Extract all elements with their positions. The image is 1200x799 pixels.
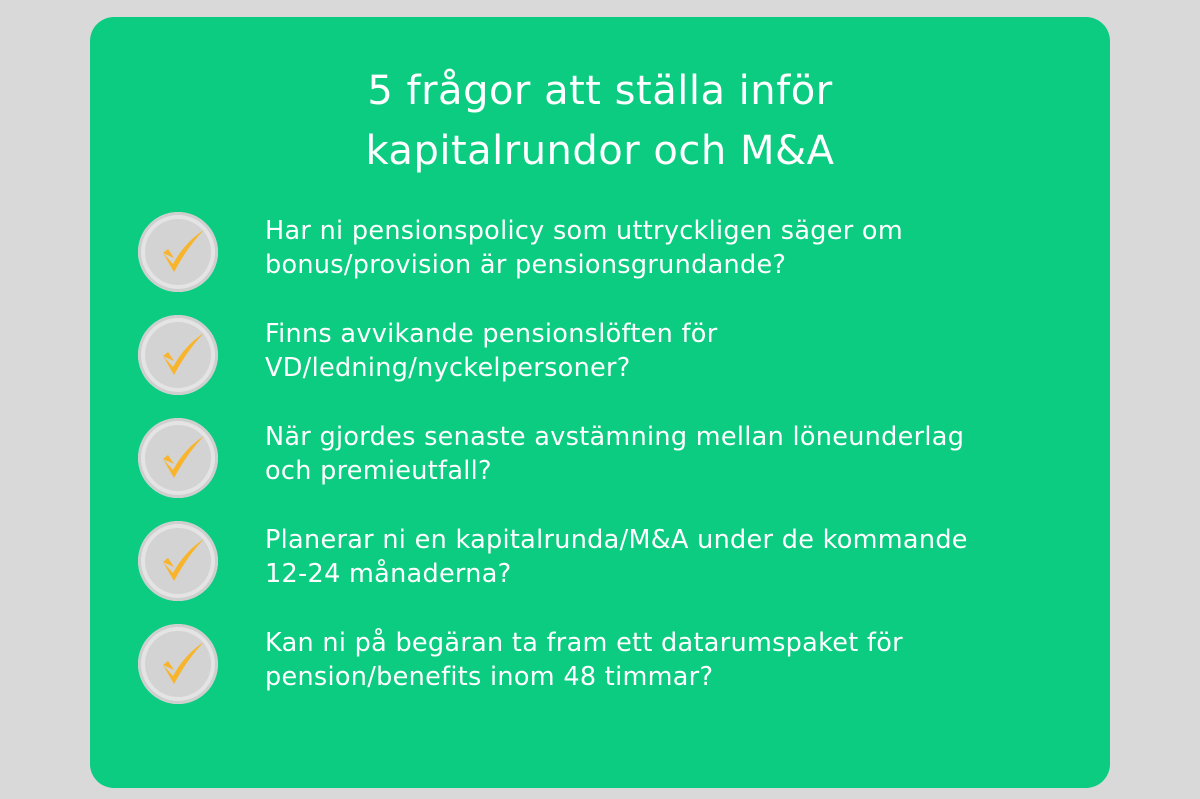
question-text: Planerar ni en kapitalrunda/M&A under de kommande 12-24 månaderna? (265, 525, 968, 589)
checkmark-icon (138, 315, 218, 395)
question-item-1 (138, 210, 1098, 294)
question-text: När gjordes senaste avstämning mellan löneunderlag och premieutfall? (265, 422, 965, 486)
checkmark-icon (138, 624, 218, 704)
checkmark-icon (138, 521, 218, 601)
checkmark-icon (138, 418, 218, 498)
question-text: Kan ni på begäran ta fram ett datarumspaket för pension/benefits inom 48 timmar? (265, 628, 903, 692)
info-card (90, 17, 1110, 788)
question-item-4 (138, 519, 1098, 603)
page-title: 5 frågor att ställa inför kapitalrundor och M&A (365, 68, 835, 174)
question-item-5 (138, 622, 1098, 706)
question-text: Finns avvikande pensionslöften för VD/ledning/nyckelpersoner? (265, 319, 718, 383)
question-text: Har ni pensionspolicy som uttryckligen säger om bonus/provision är pensionsgrundande? (265, 216, 903, 280)
question-item-2 (138, 313, 1098, 397)
question-item-3 (138, 416, 1098, 500)
checkmark-icon (138, 212, 218, 292)
